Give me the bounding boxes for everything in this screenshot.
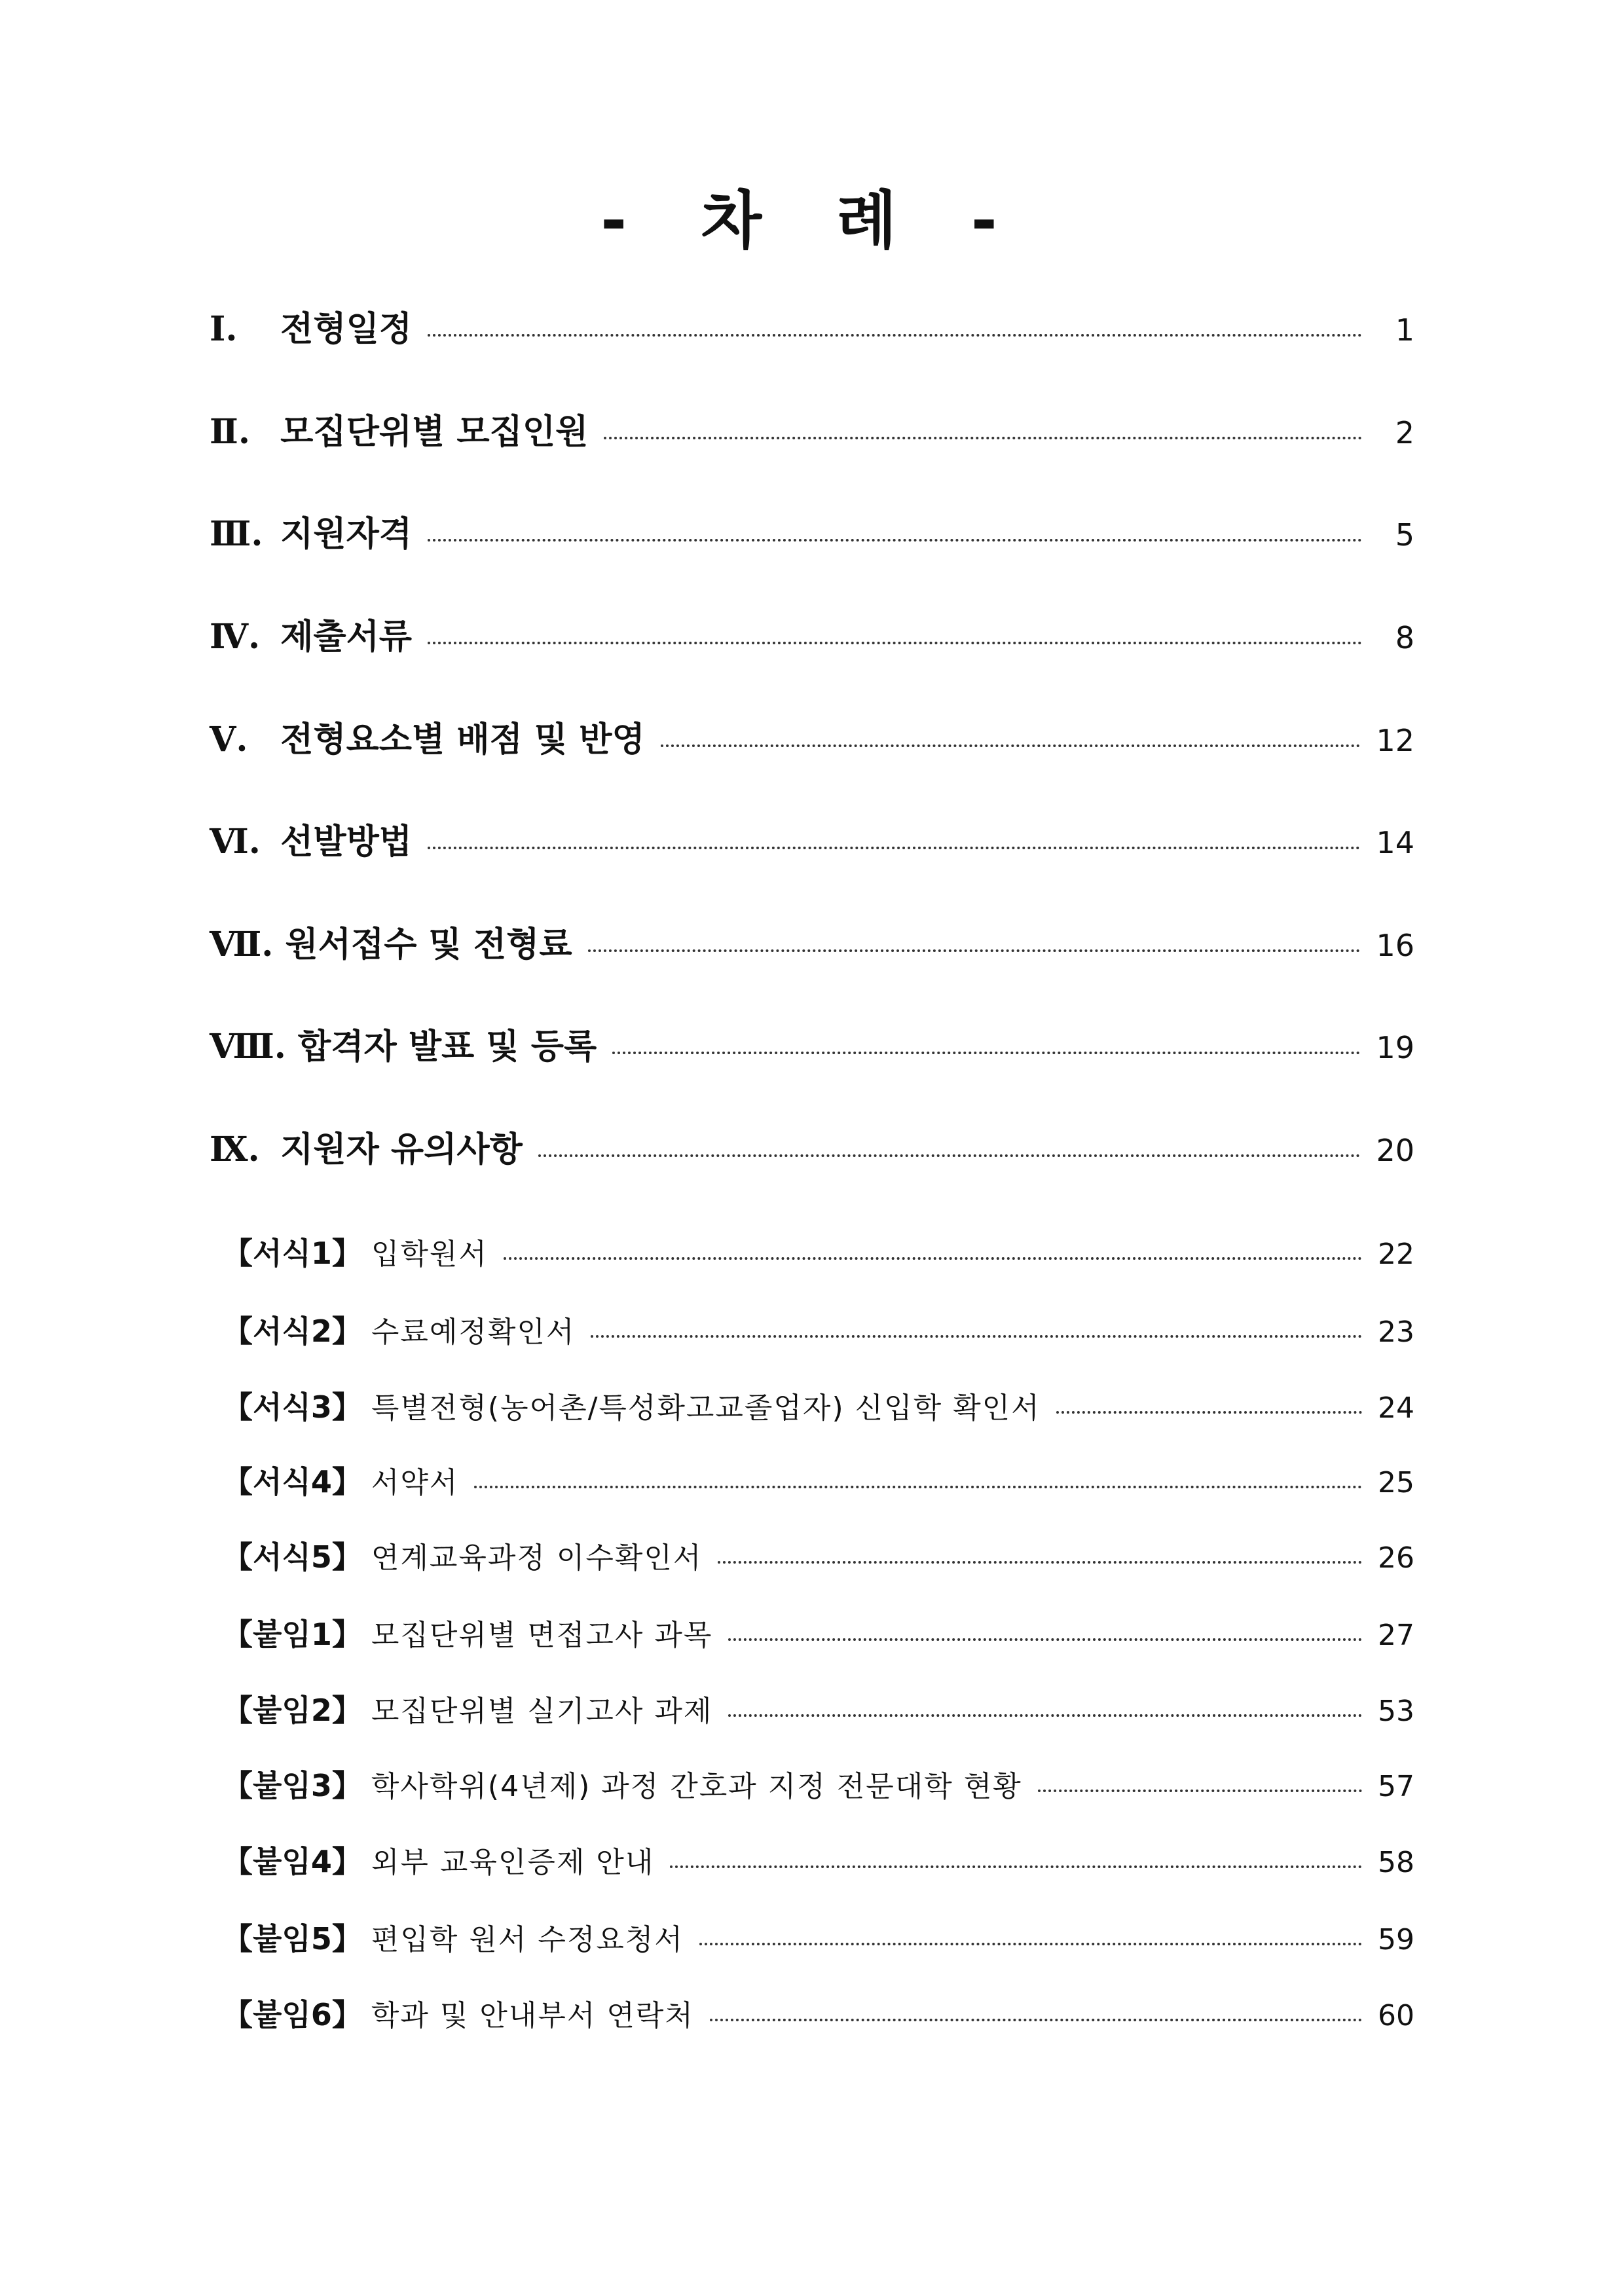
section-title: 합격자 발표 및 등록 [298,1027,597,1067]
toc-section-entry[interactable] [210,506,1414,555]
page-number: 14 [1376,825,1414,860]
toc-form-entry[interactable] [210,1533,1414,1577]
toc-section-entry[interactable] [210,814,1414,863]
toc-form-entry[interactable] [210,1308,1414,1351]
dot-leader [504,1257,1362,1260]
toc-section-entry[interactable] [210,1122,1414,1171]
form-title: 학사학위(4년제) 과정 간호과 지정 전문대학 현황 [371,1770,1022,1803]
page-number: 8 [1395,620,1414,655]
toc-section-entry[interactable] [210,609,1414,658]
dot-leader [604,437,1362,439]
section-title: 전형요소별 배점 및 반영 [280,720,645,760]
section-label [210,712,645,761]
toc-attachment-entry[interactable] [210,1838,1414,1881]
dot-leader [728,1714,1362,1717]
form-prefix: 【붙임3】 [223,1768,362,1803]
section-label [210,609,412,658]
dot-leader [588,949,1361,952]
form-prefix: 【서식1】 [223,1236,362,1271]
page-number: 57 [1378,1770,1414,1803]
page-number: 26 [1378,1541,1414,1575]
toc-section-entry[interactable] [210,1019,1414,1068]
section-title: 전형일정 [280,310,413,349]
page-title: - 차 례 - [600,184,1024,257]
page-number: 16 [1376,928,1414,963]
form-title: 편입학 원서 수정요청서 [371,1923,684,1956]
form-prefix: 【붙임1】 [223,1617,362,1652]
form-prefix: 【서식5】 [223,1539,362,1575]
page-number: 2 [1395,415,1414,450]
form-prefix: 【붙임6】 [223,1997,362,2032]
page-number: 1 [1395,312,1414,348]
form-title: 특별전형(농어촌/특성화고교졸업자) 신입학 확인서 [371,1391,1041,1425]
page-number: 53 [1378,1695,1414,1728]
section-label [210,506,412,555]
section-number: Ⅲ. [210,514,263,554]
page-number: 23 [1378,1315,1414,1349]
toc-form-entry[interactable] [210,1458,1414,1501]
dot-leader [728,1638,1362,1641]
section-number: Ⅰ. [210,309,238,349]
section-number: Ⅳ. [210,617,261,657]
dot-leader [474,1486,1362,1488]
dot-leader [699,1943,1362,1945]
page-number: 5 [1395,517,1414,553]
form-title: 외부 교육인증제 안내 [371,1846,655,1879]
section-title: 모집단위별 모집인원 [280,413,589,452]
dot-leader [670,1865,1362,1868]
form-title: 입학원서 [371,1238,488,1271]
section-title: 지원자격 [280,515,413,554]
section-label [210,1019,597,1068]
form-title: 모집단위별 면접고사 과목 [371,1619,713,1652]
dot-leader [710,2019,1362,2021]
page-number: 12 [1376,723,1414,758]
dot-leader [1038,1790,1362,1792]
form-prefix: 【서식3】 [223,1389,362,1425]
toc-attachment-entry[interactable] [210,1762,1414,1805]
form-prefix: 【붙임2】 [223,1693,362,1728]
dot-leader [538,1154,1361,1157]
form-prefix: 【서식4】 [223,1464,362,1499]
form-title: 서약서 [371,1466,459,1499]
page-number: 60 [1378,1999,1414,2032]
toc-form-entry[interactable] [210,1384,1414,1427]
section-number: Ⅷ. [210,1027,286,1067]
toc-attachment-entry[interactable] [210,1991,1414,2034]
section-label [210,301,412,350]
dot-leader [612,1052,1360,1054]
form-prefix: 【붙임5】 [223,1921,362,1956]
section-label [210,917,572,966]
dot-leader [428,334,1362,337]
page-number: 19 [1376,1030,1414,1065]
dot-leader [1056,1411,1362,1414]
dot-leader [591,1335,1362,1338]
section-number: Ⅵ. [210,822,261,862]
page-number: 24 [1378,1391,1414,1425]
form-title: 모집단위별 실기고사 과제 [371,1695,713,1728]
section-title: 제출서류 [280,617,413,657]
section-number: Ⅶ. [210,925,274,964]
section-label [210,404,588,453]
toc-section-entry[interactable] [210,712,1414,761]
toc-section-entry[interactable] [210,404,1414,453]
section-title: 선발방법 [280,822,413,862]
page-number: 20 [1376,1133,1414,1168]
toc-attachment-entry[interactable] [210,1611,1414,1654]
dot-leader [428,642,1362,644]
dot-leader [428,539,1362,542]
section-number: Ⅱ. [210,412,250,452]
toc-section-entry[interactable] [210,917,1414,966]
dot-leader [661,744,1361,747]
dot-leader [718,1561,1362,1564]
toc-form-entry[interactable] [210,1230,1414,1273]
page-number: 59 [1378,1923,1414,1956]
form-title: 연계교육과정 이수확인서 [371,1541,703,1575]
page-number: 22 [1378,1238,1414,1271]
section-number: Ⅴ. [210,720,248,760]
toc-attachment-entry[interactable] [210,1915,1414,1958]
page-number: 27 [1378,1619,1414,1652]
toc-attachment-entry[interactable] [210,1687,1414,1730]
section-number: Ⅸ. [210,1129,260,1169]
form-prefix: 【서식2】 [223,1313,362,1349]
toc-section-entry[interactable] [210,301,1414,350]
form-prefix: 【붙임4】 [223,1844,362,1879]
dot-leader [428,847,1360,849]
form-title: 수료예정확인서 [371,1315,576,1349]
page-number: 25 [1378,1466,1414,1499]
section-title: 지원자 유의사항 [280,1130,523,1169]
page-number: 58 [1378,1846,1414,1879]
section-label [210,1122,523,1171]
section-label [210,814,412,863]
section-title: 원서접수 및 전형료 [285,925,572,964]
form-title: 학과 및 안내부서 연락처 [371,1999,694,2032]
